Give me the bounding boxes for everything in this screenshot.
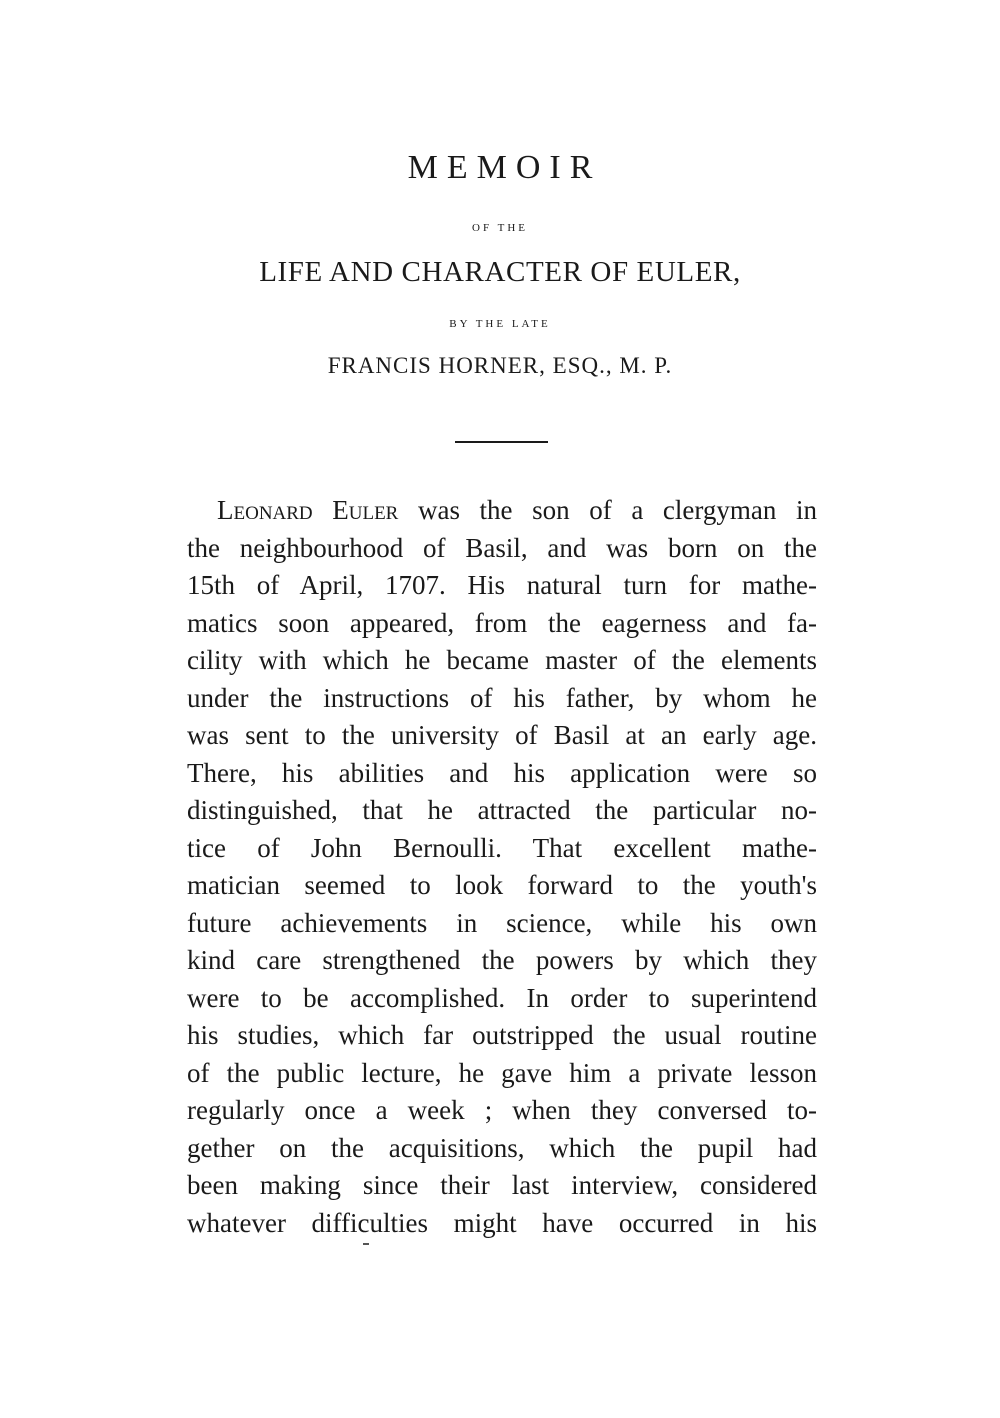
- paragraph-line: matics soon appeared, from the eagerness and fa-: [187, 607, 817, 638]
- line-text: was the son of a clergyman in: [398, 495, 817, 525]
- paragraph-line: was sent to the university of Basil at an early age.: [187, 720, 817, 750]
- paragraph-line: distinguished, that he attracted the particular no-: [187, 795, 817, 825]
- ink-mark: [363, 1243, 369, 1245]
- paragraph-line: under the instructions of his father, by whom he: [187, 682, 817, 713]
- of-the-line: OF THE: [472, 222, 528, 234]
- paragraph-line: There, his abilities and his application were so: [187, 757, 817, 788]
- lead-name: Leonard Euler: [217, 495, 399, 525]
- paragraph-line: future achievements in science, while his own: [187, 907, 817, 938]
- body-paragraph: [187, 492, 817, 1242]
- page-subtitle: LIFE AND CHARACTER OF EULER,: [259, 256, 741, 288]
- paragraph-line: 15th of April, 1707. His natural turn for mathe-: [187, 570, 817, 600]
- page-title: MEMOIR: [407, 149, 602, 186]
- by-the-late-line: BY THE LATE: [449, 318, 551, 330]
- paragraph-line: cility with which he became master of the elements: [187, 645, 817, 675]
- paragraph-line: gether on the acquisitions, which the pupil had: [187, 1132, 817, 1163]
- paragraph-line: kind care strengthened the powers by which they: [187, 945, 817, 975]
- author-line: FRANCIS HORNER, ESQ., M. P.: [327, 353, 673, 378]
- paragraph-line: the neighbourhood of Basil, and was born on the: [187, 532, 817, 563]
- paragraph-line: been making since their last interview, considered: [187, 1170, 817, 1200]
- paragraph-line: his studies, which far outstripped the usual routine: [187, 1020, 817, 1050]
- paragraph-line: regularly once a week ; when they conversed to-: [187, 1095, 817, 1125]
- paragraph-line: whatever difficulties might have occurred in his: [187, 1207, 817, 1238]
- paragraph-line: tice of John Bernoulli. That excellent mathe-: [187, 832, 817, 863]
- paragraph-line: [187, 492, 817, 530]
- section-divider: [455, 441, 548, 443]
- paragraph-line: matician seemed to look forward to the youth's: [187, 870, 817, 900]
- paragraph-line: of the public lecture, he gave him a private lesson: [187, 1057, 817, 1088]
- paragraph-line: were to be accomplished. In order to superintend: [187, 982, 817, 1013]
